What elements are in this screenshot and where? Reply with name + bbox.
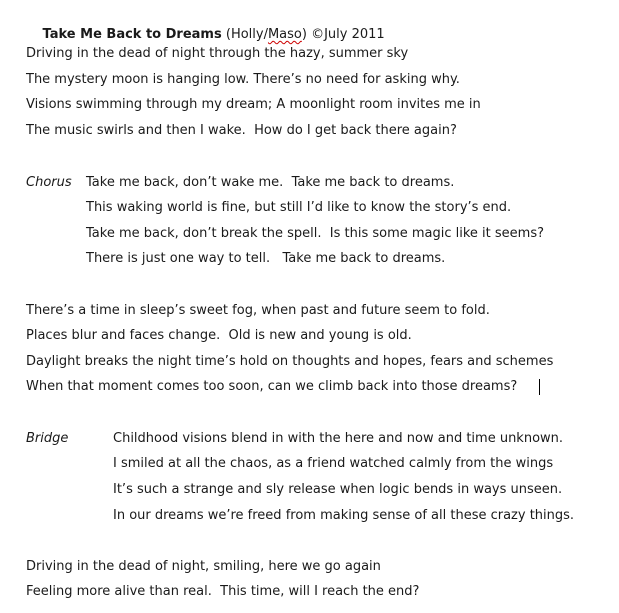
chorus-line-4: There is just one way to tell. Take me back to dreams. (86, 251, 446, 266)
credit-close: ) ©July 2011 (301, 27, 385, 42)
bridge-line-2: I smiled at all the chaos, as a friend watched calmly from the wings (113, 456, 554, 471)
verse2-line-1: There’s a time in sleep’s sweet fog, when past and future seem to fold. (26, 303, 490, 318)
bridge-label: Bridge (26, 431, 69, 446)
verse1-line-3: Visions swimming through my dream; A moonlight room invites me in (26, 97, 481, 112)
verse2-line-3: Daylight breaks the night time’s hold on thoughts and hopes, fears and schemes (26, 354, 554, 369)
verse2-line-4: When that moment comes too soon, can we climb back into those dreams? (26, 379, 518, 394)
text-cursor (539, 379, 540, 395)
bridge-line-4: In our dreams we’re freed from making sense of all these crazy things. (113, 508, 575, 523)
chorus-label: Chorus (26, 175, 72, 190)
credit-name: Maso (267, 27, 302, 42)
chorus-line-3: Take me back, don’t break the spell. Is this some magic like it seems? (86, 226, 545, 241)
verse1-line-4: The music swirls and then I wake. How do I get back there again? (26, 123, 457, 138)
chorus-line-1: Take me back, don’t wake me. Take me back to dreams. (86, 175, 455, 190)
verse1-line-1: Driving in the dead of night through the hazy, summer sky (26, 46, 409, 61)
verse3-line-2: Feeling more alive than real. This time, will I reach the end? (26, 584, 420, 599)
credit-open: (Holly/ (221, 27, 268, 42)
chorus-line-2: This waking world is fine, but still I’d like to know the story’s end. (86, 200, 512, 215)
verse3-line-1: Driving in the dead of night, smiling, here we go again (26, 559, 381, 574)
verse1-line-2: The mystery moon is hanging low. There’s no need for asking why. (26, 72, 460, 87)
verse2-line-2: Places blur and faces change. Old is new and young is old. (26, 328, 412, 343)
bridge-line-1: Childhood visions blend in with the here and now and time unknown. (113, 431, 564, 446)
song-title: Take Me Back to Dreams (42, 27, 222, 42)
bridge-line-3: It’s such a strange and sly release when logic bends in ways unseen. (113, 482, 563, 497)
